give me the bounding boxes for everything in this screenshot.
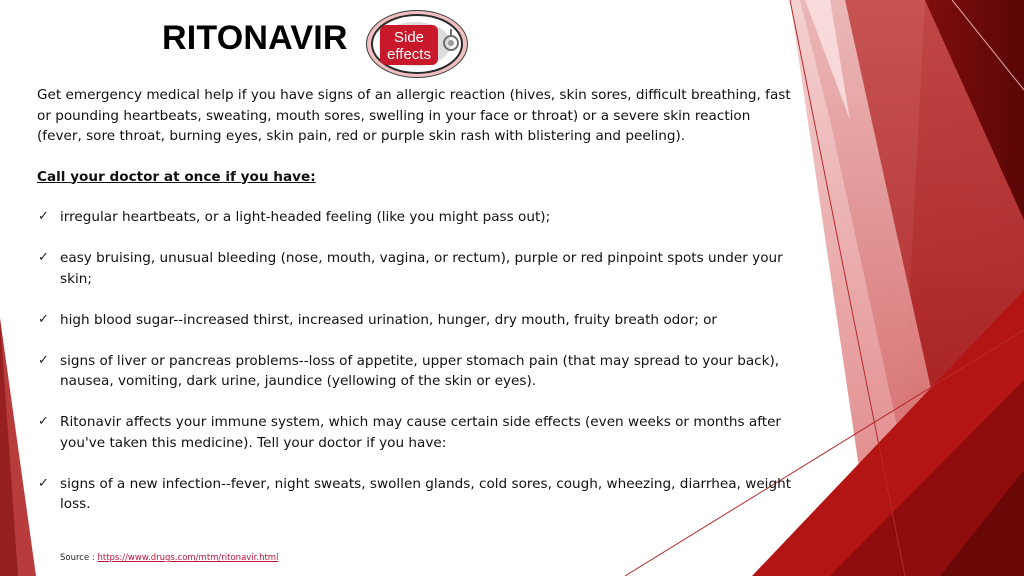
svg-text:effects: effects <box>387 46 431 63</box>
call-doctor-heading: Call your doctor at once if you have: <box>37 168 316 185</box>
source-citation <box>60 552 278 564</box>
list-item-text: signs of liver or pancreas problems--loss of appetite, upper stomach pain (that may spread to your back), nausea, vomiting, dark urine, jaundice (yellowing of the skin or eyes). <box>60 352 780 389</box>
list-item <box>37 310 797 331</box>
check-mark-icon: ✓ <box>38 209 49 224</box>
list-item <box>37 412 797 453</box>
intro-paragraph: Get emergency medical help if you have signs of an allergic reaction (hives, skin sores, difficult breathing, fast or pounding heartbeats, sweating, mouth sores, swelling in your face or throat) or a severe skin reaction (fever, sore throat, burning eyes, skin pain, red or purple skin rash with blistering and peeling). <box>37 87 791 144</box>
check-mark-icon: ✓ <box>38 311 49 327</box>
left-decorative-wedge <box>0 318 36 576</box>
side-effects-badge-icon <box>365 9 469 79</box>
symptom-list <box>37 207 797 515</box>
list-item-text: irregular heartbeats, or a light-headed feeling (like you might pass out); <box>60 209 551 225</box>
list-item <box>37 248 797 289</box>
source-link[interactable]: https://www.drugs.com/mtm/ritonavir.html <box>97 553 279 563</box>
check-mark-icon: ✓ <box>38 250 49 265</box>
source-label: Source : <box>60 553 98 563</box>
check-mark-icon: ✓ <box>38 352 49 368</box>
check-mark-icon: ✓ <box>38 475 49 491</box>
list-item-text: signs of a new infection--fever, night sweats, swollen glands, cold sores, cough, wheezing, diarrhea, weight loss. <box>60 475 792 512</box>
list-item <box>37 474 797 515</box>
page-title: RITONAVIR <box>162 19 348 57</box>
list-item-text: Ritonavir affects your immune system, which may cause certain side effects (even weeks or months after you've taken this medicine). Tell your doctor if you have: <box>60 414 782 451</box>
svg-text:Side: Side <box>393 29 425 46</box>
list-item-text: high blood sugar--increased thirst, increased urination, hunger, dry mouth, fruity breath odor; or <box>60 311 718 328</box>
check-mark-icon: ✓ <box>38 414 49 429</box>
list-item <box>37 351 797 392</box>
list-item-text: easy bruising, unusual bleeding (nose, mouth, vagina, or rectum), purple or red pinpoint spots under your skin; <box>60 250 783 287</box>
main-content <box>37 85 797 515</box>
list-item <box>37 207 797 228</box>
